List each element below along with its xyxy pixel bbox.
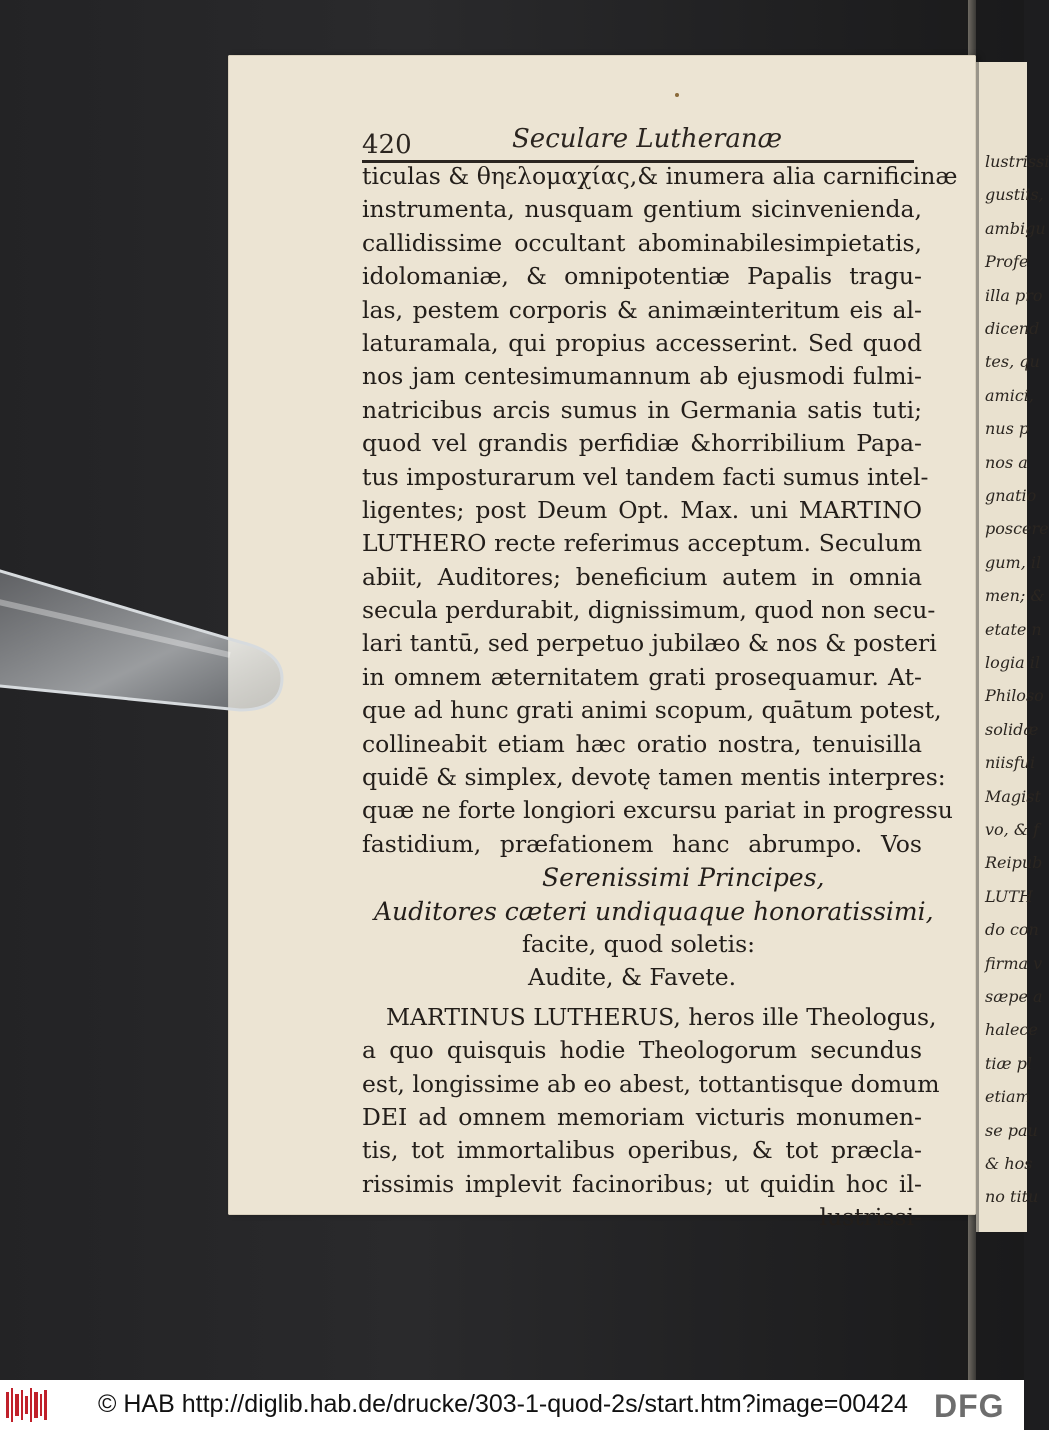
text-line: lari tantū, sed perpetuo jubilæo & nos & posteri (362, 629, 937, 658)
page-text (362, 160, 958, 1235)
facing-page-fragment: sæpe a (985, 987, 1043, 1006)
hab-barcode-logo-icon (6, 1388, 50, 1422)
text-line: instrumenta, nusquam gentium sicinvenienda, (362, 195, 922, 224)
text-line: idolomaniæ, & omnipotentiæ Papalis tragu- (362, 262, 922, 291)
address-line: Auditores cæteri undiquaque honoratissimi, (374, 896, 934, 926)
text-line: tis, tot immortalibus operibus, & tot præcla- (362, 1136, 922, 1165)
text-line: natricibus arcis sumus in Germania satis tuti; (362, 395, 922, 424)
body-lines (362, 160, 958, 861)
facing-page-fragment: dicend (985, 319, 1040, 338)
facing-page-fragment: firma v (985, 953, 1043, 973)
address-line: Audite, & Favete. (528, 963, 737, 992)
facing-page-fragment: logia il (985, 653, 1040, 672)
facing-page-fragment: & hos (985, 1154, 1033, 1173)
facing-page-fragment: do con (985, 920, 1039, 940)
facing-page-fragment: poscere (985, 519, 1049, 539)
text-line: secula perdurabit, dignissimum, quod non secu- (362, 596, 936, 625)
text-line: callidissime occultant abominabilesimpietatis, (362, 228, 922, 257)
facing-page-fragment: gustiis, (985, 185, 1044, 205)
dfg-logo: DFG (934, 1388, 1005, 1424)
facing-page-fragment: gnatio (985, 486, 1037, 505)
text-line: DEI ad omnem memoriam victuris monumen- (362, 1102, 922, 1131)
text-line: in omnem æternitatem grati prosequamur. At- (362, 662, 922, 691)
facing-page-edge (976, 62, 1049, 1232)
text-line: laturamala, qui propius accesserint. Sed quod (362, 328, 922, 357)
copyright-url[interactable]: © HAB http://diglib.hab.de/drucke/303-1-quod-2s/start.htm?image=00424 (98, 1390, 908, 1418)
facing-page-fragment: tes, qu (985, 352, 1040, 372)
facing-page-fragment: niisfui (985, 753, 1036, 773)
facing-page-fragment: LUTH (985, 886, 1033, 906)
page-number: 420 (362, 130, 412, 160)
address-block (362, 861, 934, 995)
facing-page-fragment: etiam (985, 1087, 1031, 1107)
address-line: facite, quod soletis: (522, 929, 756, 958)
address-line: Serenissimi Principes, (542, 863, 825, 893)
text-line: rissimis implevit facinoribus; ut quidin hoc il- (362, 1169, 922, 1198)
text-line: lustrissi- (819, 1203, 922, 1232)
facing-page-fragment: nos a (985, 452, 1028, 472)
text-line: ticulas & θηελομαχίας,& inumera alia carnificinæ (362, 162, 958, 190)
text-line: collineabit etiam hæc oratio nostra, tenuisilla (362, 729, 922, 758)
facing-page-fragment: gum, il (985, 552, 1042, 572)
text-line: ligentes; post Deum Opt. Max. uni MARTINO (362, 495, 922, 524)
facing-page-fragment: tiæ pl (985, 1053, 1033, 1073)
facing-page-fragment: Magist (985, 786, 1041, 806)
facing-page-fragment: etate n (985, 619, 1042, 639)
facing-page-fragment: amici, (985, 385, 1034, 405)
text-line: las, pestem corporis & animæinteritum eis al- (362, 295, 922, 324)
facing-page-fragment: solidæ (985, 719, 1039, 739)
text-line: que ad hunc grati animi scopum, quātum potest, (362, 696, 942, 725)
facing-page-fragment: ambigu (985, 218, 1046, 238)
page-clip-icon (0, 560, 290, 720)
facing-page-fragment: lustrissi (985, 152, 1049, 171)
facing-page-fragment: vo, & f (985, 820, 1040, 839)
text-line: quod vel grandis perfidiæ &horribilium Papa- (362, 429, 922, 458)
text-line: abiit, Auditores; beneficium autem in omnia (362, 562, 922, 591)
paragraph-block (362, 1001, 940, 1235)
text-line: a quo quisquis hodie Theologorum secundus (362, 1036, 922, 1065)
facing-page-fragment: nus p (985, 419, 1030, 439)
facing-page-fragment: Profe (985, 252, 1029, 272)
ink-spot (675, 93, 679, 97)
facing-page-fragment: illa pro (985, 285, 1043, 305)
text-line: LUTHERO recte referimus acceptum. Seculum (362, 529, 922, 558)
text-line: fastidium, præfationem hanc abrumpo. Vos (362, 829, 922, 858)
facing-page-fragment: no titu (985, 1187, 1039, 1207)
running-title: Seculare Lutheranæ (512, 124, 783, 154)
text-line: tus imposturarum vel tandem facti sumus intel- (362, 462, 929, 491)
text-line: est, longissime ab eo abest, tottantisque domum (362, 1069, 940, 1098)
facing-page-fragment: men; & (985, 586, 1045, 606)
text-line: nos jam centesimumannum ab ejusmodi fulmi- (362, 362, 922, 391)
facing-page-fragment: halece (985, 1020, 1038, 1040)
running-header (362, 120, 918, 164)
facing-page-fragment: Philoso (985, 686, 1044, 706)
facing-page-fragment: Reipub (985, 853, 1043, 873)
text-line: quidē & simplex, devotę tamen mentis interpres: (362, 763, 946, 792)
text-line: quæ ne forte longiori excursu pariat in progressu (362, 796, 953, 825)
viewer-footer (0, 1380, 1024, 1430)
text-line: MARTINUS LUTHERUS, heros ille Theologus, (386, 1002, 937, 1031)
facing-page-fragment: se pau (985, 1120, 1038, 1140)
